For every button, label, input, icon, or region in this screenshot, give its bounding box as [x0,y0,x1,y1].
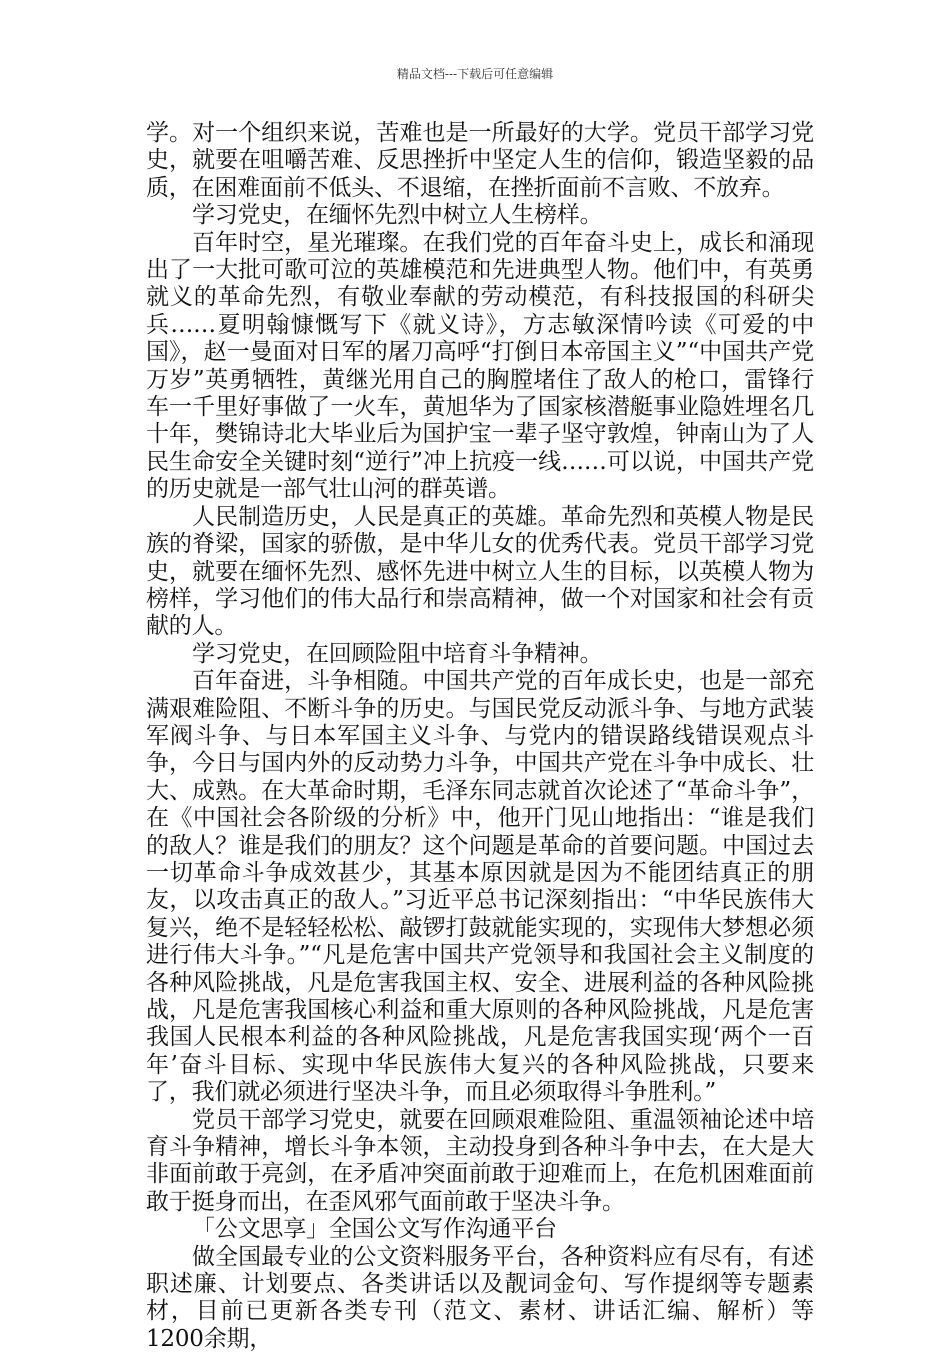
paragraph-difficulty-conclusion: 学。对一个组织来说，苦难也是一所最好的大学。党员干部学习党史，就要在咀嚼苦难、反思挫折中坚定人生的信仰，锻造坚毅的品质，在困难面前不低头、不退缩，在挫折面前不言败、不放弃。 [146,120,814,201]
platform-title: 「公文思享」全国公文写作沟通平台 [192,1216,557,1243]
document-body [146,120,814,1353]
section-heading-role-models: 学习党史，在缅怀先烈中树立人生榜样。 [192,202,603,229]
paragraph-people-heroes: 人民制造历史，人民是真正的英雄。革命先烈和英模人物是民族的脊梁，国家的骄傲，是中华儿女的优秀代表。党员干部学习党史，就要在缅怀先烈、感怀先进中树立人生的目标，以英模人物为榜样，学习他们的伟大品行和崇高精神，做一个对国家和社会有贡献的人。 [146,503,814,640]
platform-description: 做全国最专业的公文资料服务平台，各种资料应有尽有，有述职述廉、计划要点、各类讲话以及靓词金句、写作提纲等专题素材，目前已更新各类专刊（范文、素材、讲话汇编、解析）等1200余期， [146,1243,814,1352]
paragraph-struggle-history: 百年奋进，斗争相随。中国共产党的百年成长史，也是一部充满艰难险阻、不断斗争的历史。与国民党反动派斗争、与地方武装军阀斗争、与日本军国主义斗争、与党内的错误路线错误观点斗争，今日与国内外的反动势力斗争，中国共产党在斗争中成长、壮大、成熟。在大革命时期，毛泽东同志就首次论述了“革命斗争”，在《中国社会各阶级的分析》中，他开门见山地指出：“谁是我们的敌人？谁是我们的朋友？这个问题是革命的首要问题。中国过去一切革命斗争成效甚少，其基本原因就是因为不能团结真正的朋友，以攻击真正的敌人。”习近平总书记深刻指出：“中华民族伟大复兴，绝不是轻轻松松、敲锣打鼓就能实现的，实现伟大梦想必须进行伟大斗争。”“凡是危害中国共产党领导和我国社会主义制度的各种风险挑战，凡是危害我国主权、安全、进展利益的各种风险挑战，凡是危害我国核心利益和重大原则的各种风险挑战，凡是危害我国人民根本利益的各种风险挑战，凡是危害我国实现‘两个一百年’奋斗目标、实现中华民族伟大复兴的各种风险挑战，只要来了，我们就必须进行坚决斗争，而且必须取得斗争胜利。” [146,668,814,1106]
paragraph-struggle-conclusion: 党员干部学习党史，就要在回顾艰难险阻、重温领袖论述中培育斗争精神，增长斗争本领，主动投身到各种斗争中去，在大是大非面前敢于亮剑，在矛盾冲突面前敢于迎难而上，在危机困难面前敢于挺身而出，在歪风邪气面前敢于坚决斗争。 [146,1106,814,1215]
section-heading-struggle-spirit: 学习党史，在回顾险阻中培育斗争精神。 [192,640,603,667]
page-header: 精品文档---下载后可任意编辑 [396,67,554,81]
paragraph-heroes: 百年时空，星光璀璨。在我们党的百年奋斗史上，成长和涌现出了一大批可歌可泣的英雄模范和先进典型人物。他们中，有英勇就义的革命先烈，有敬业奉献的劳动模范，有科技报国的科研尖兵……夏明翰慷慨写下《就义诗》，方志敏深情吟读《可爱的中国》，赵一曼面对日军的屠刀高呼“打倒日本帝国主义”“中国共产党万岁”英勇牺牲，黄继光用自己的胸膛堵住了敌人的枪口，雷锋行车一千里好事做了一火车，黄旭华为了国家核潜艇事业隐姓埋名几十年，樊锦诗北大毕业后为国护宝一辈子坚守敦煌，钟南山为了人民生命安全关键时刻“逆行”冲上抗疫一线……可以说，中国共产党的历史就是一部气壮山河的群英谱。 [146,229,814,503]
